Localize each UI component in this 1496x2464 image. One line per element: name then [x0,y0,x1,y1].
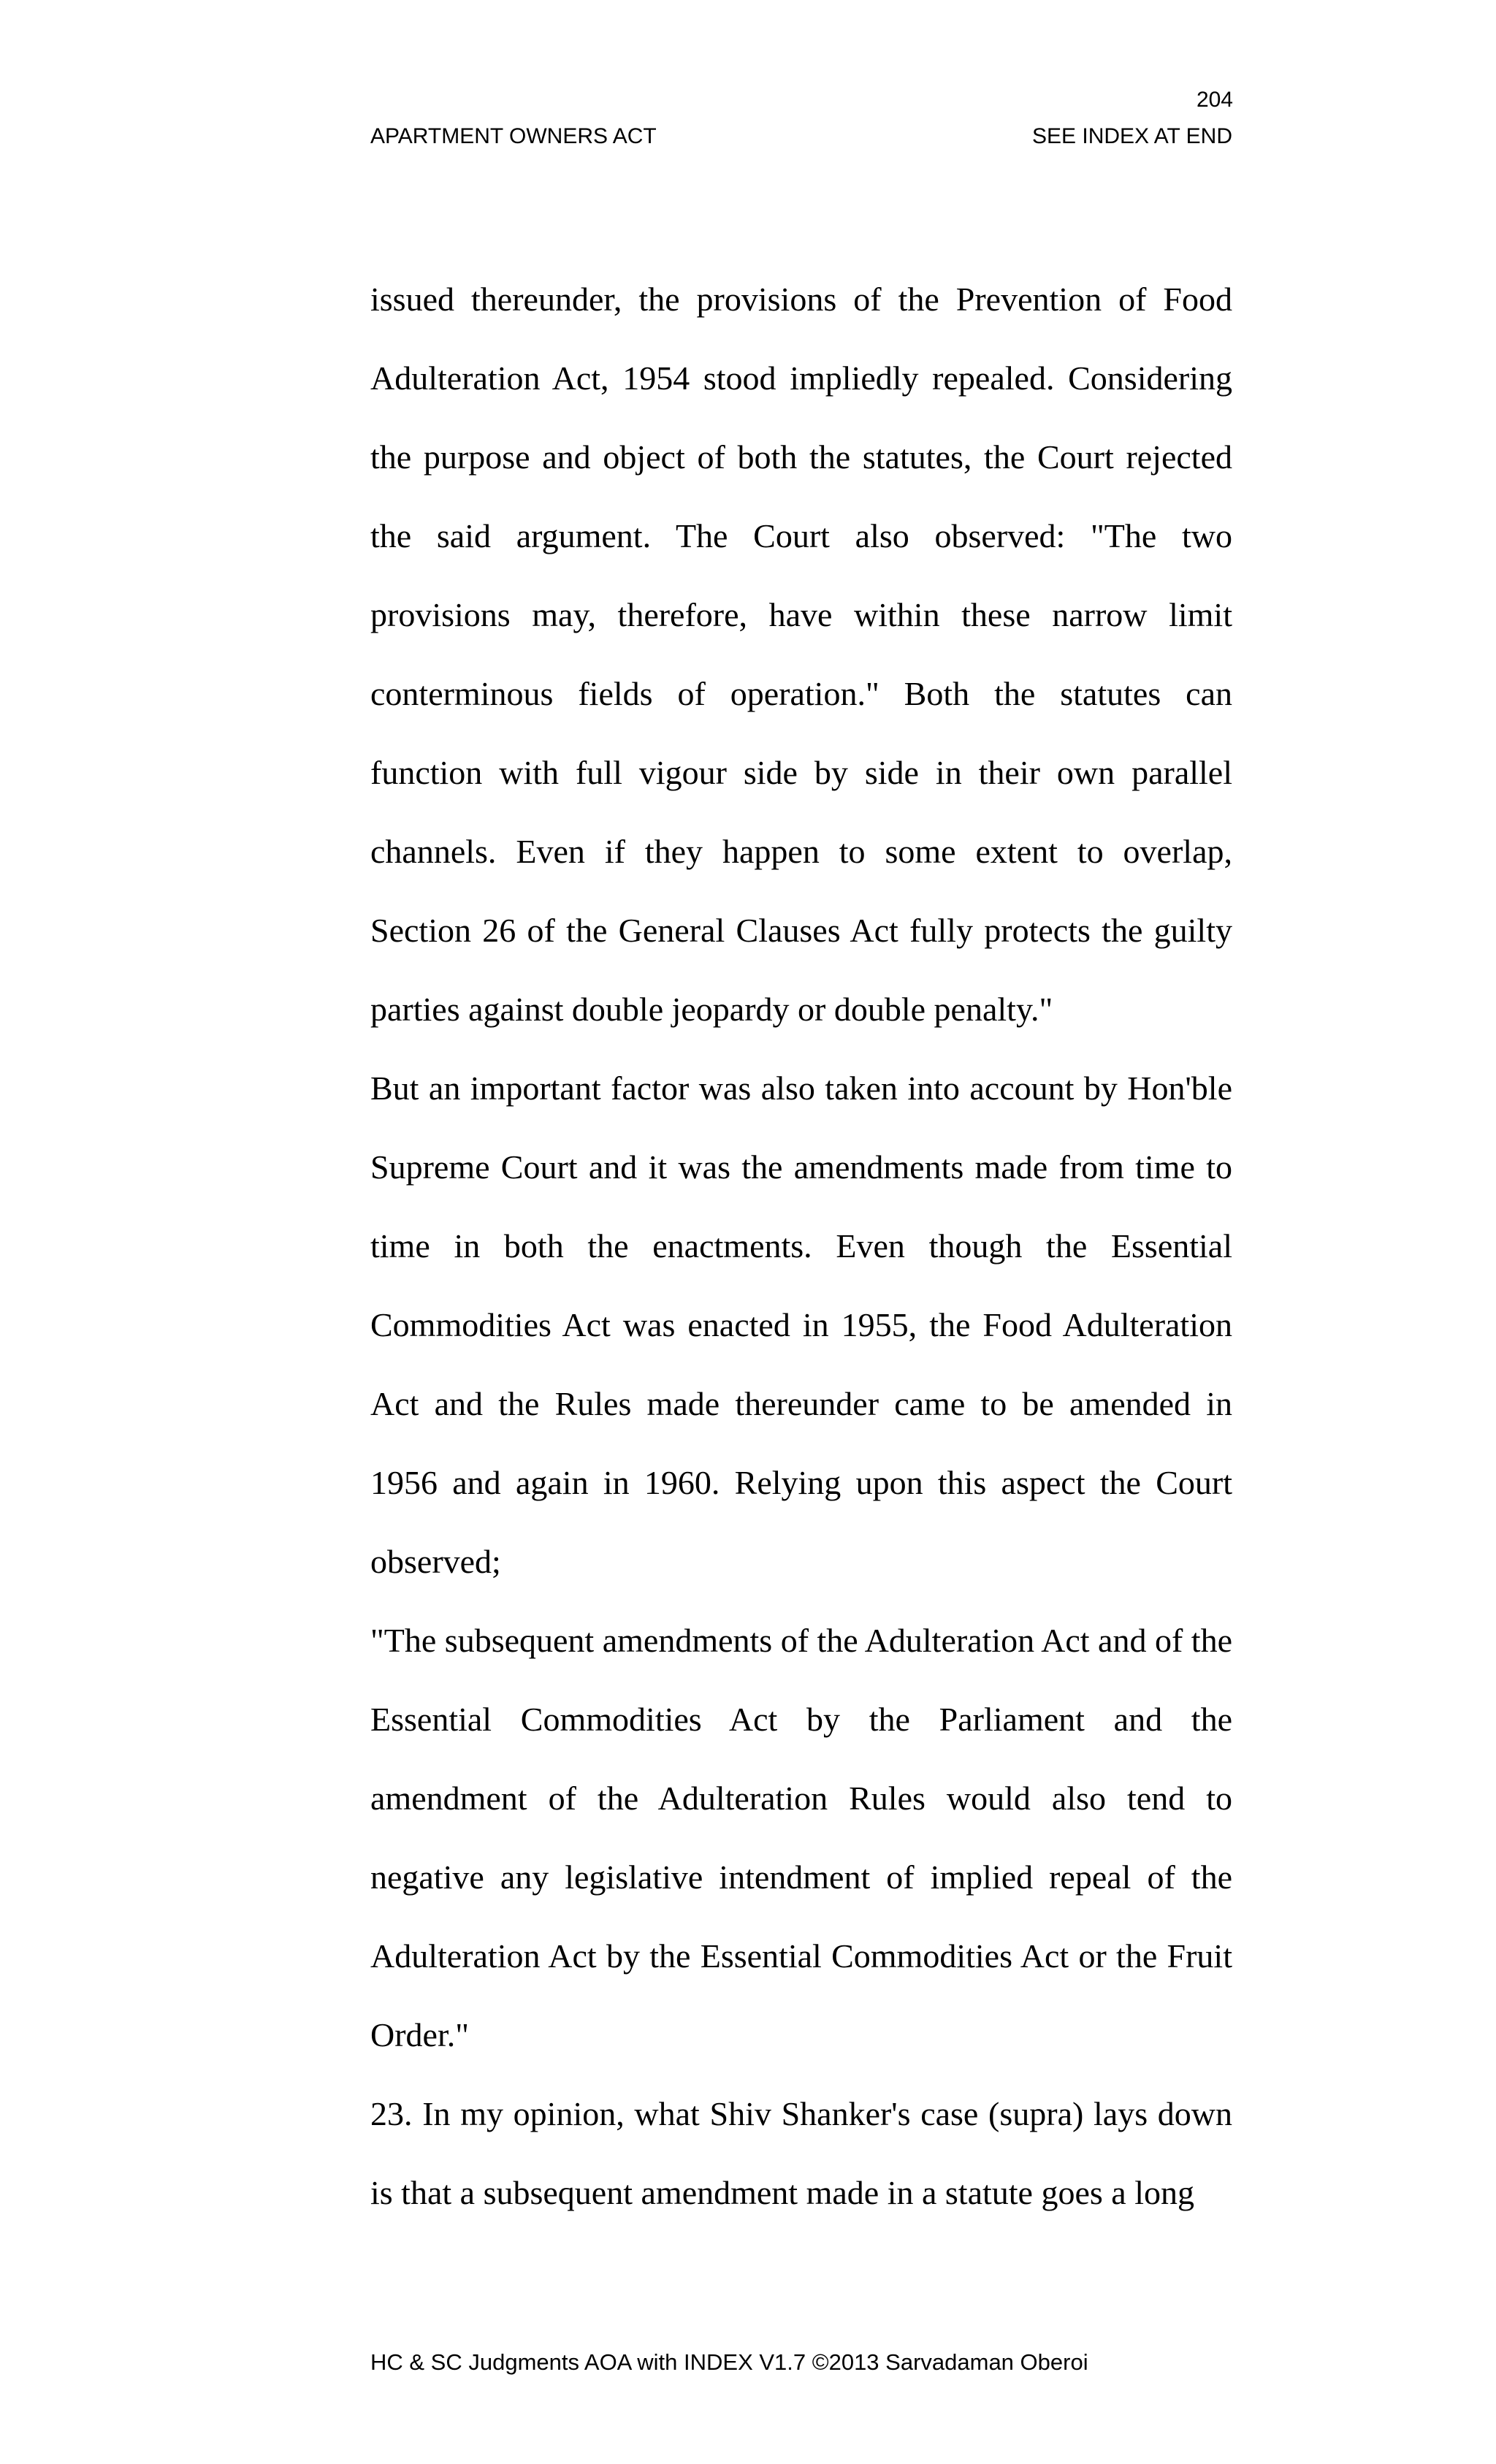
body-paragraph: "The subsequent amendments of the Adulteration Act and of the Essential Commodities Act by the Parliament and the amendment of the Adulteration Rules would also tend to negative any legislative intendment of implied repeal of the Adulteration Act by the Essential Commodities Act or the Fruit Order." [370,1622,1232,2053]
body-paragraph: issued thereunder, the provisions of the Prevention of Food Adulteration Act, 1954 stood impliedly repealed. Considering the purpose and object of both the statutes, the Court rejected the said argument. The Court also observed: "The two provisions may, therefore, have within these narrow limit conterminous fields of operation." Both the statutes can function with full vigour side by side in their own parallel channels. Even if they happen to some extent to overlap, Section 26 of the General Clauses Act fully protects the guilty parties against double jeopardy or double penalty." [370,281,1232,1028]
document-body [370,260,1232,2232]
body-paragraph: But an important factor was also taken into account by Hon'ble Supreme Court and it was the amendments made from time to time in both the enactments. Even though the Essential Commodities Act was enacted in 1955, the Food Adulteration Act and the Rules made thereunder came to be amended in 1956 and again in 1960. Relying upon this aspect the Court observed; [370,1069,1232,1580]
page-number: 204 [1196,88,1233,112]
header-index-right: SEE INDEX AT END [1032,124,1232,148]
header-title-left: APARTMENT OWNERS ACT [370,124,657,148]
body-paragraph: 23. In my opinion, what Shiv Shanker's case (supra) lays down is that a subsequent amendment made in a statute goes a long [370,2095,1232,2211]
running-header [370,126,1232,148]
page-footer: HC & SC Judgments AOA with INDEX V1.7 ©2013 Sarvadaman Oberoi [370,2349,1088,2375]
